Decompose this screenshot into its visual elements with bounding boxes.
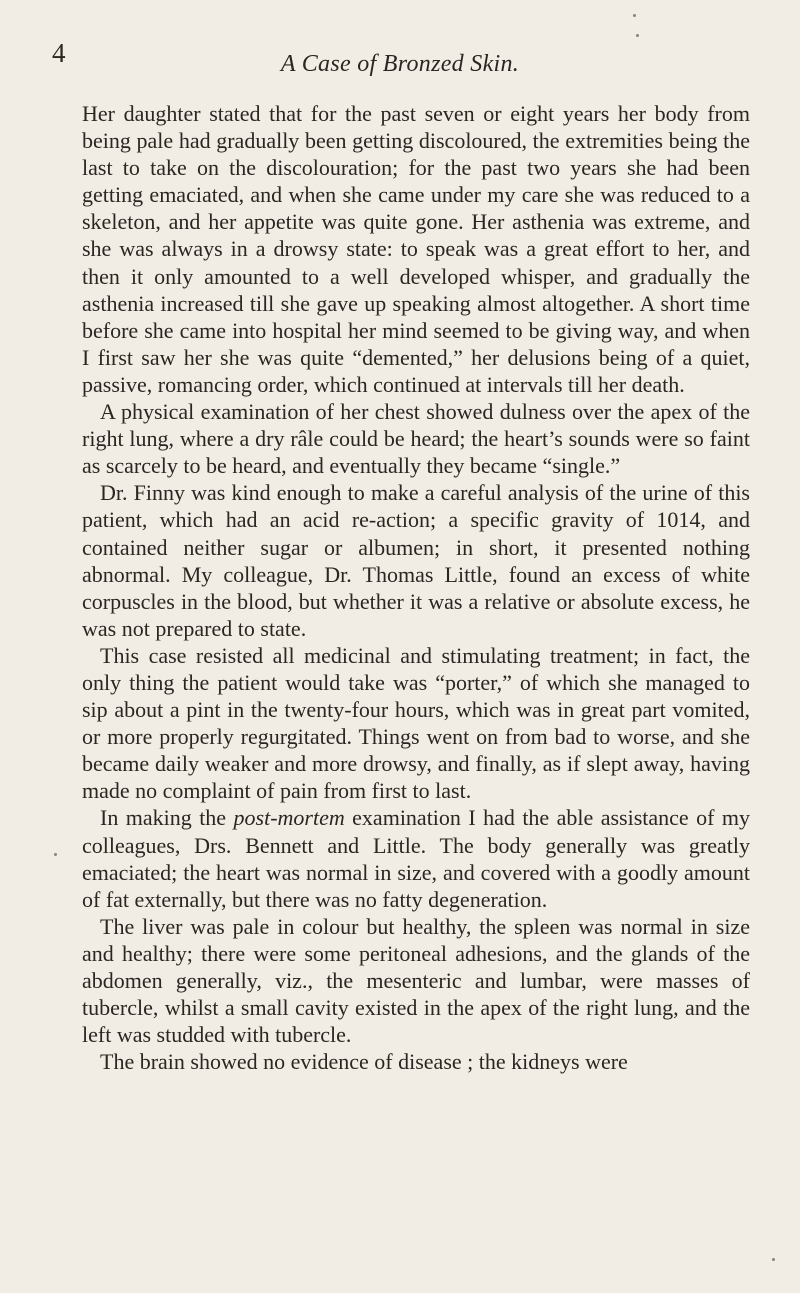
paragraph-post-mortem <box>82 804 750 912</box>
paper-speck <box>54 853 57 856</box>
paper-speck <box>636 34 639 37</box>
post-mortem-term: post-mortem <box>233 805 345 831</box>
paragraph-treatment: This case resisted all medicinal and stimulating treatment; in fact, the only thing the patient would take was “porter,” of which she managed to sip about a pint in the twenty-four hours, which was in great part vomited, or more properly regurgitated. Things went on from bad to worse, and she became daily weaker and more drowsy, and finally, as if slept away, having made no complaint of pain from first to last. <box>82 642 750 804</box>
post-mortem-findings: examination I had the able assistance of my colleagues, Drs. Bennett and Little. The body generally was greatly emaciated; the heart was normal in size, and covered with a goodly amount of fat externally, but there was no fatty degeneration. <box>82 805 750 912</box>
paper-speck <box>772 1258 775 1261</box>
body-text <box>82 100 750 1075</box>
running-title: A Case of Bronzed Skin. <box>280 51 520 77</box>
page-number: 4 <box>52 38 66 68</box>
paragraph-brain-kidneys: The brain showed no evidence of disease ; the kidneys were <box>100 1049 628 1075</box>
paragraph-daughter-account: Her daughter stated that for the past seven or eight years her body from being pale had gradually been getting discoloured, the extremities being the last to take on the discolouration; for the past two years she had been getting emaciated, and when she came under my care she was reduced to a skeleton, and her appetite was quite gone. Her asthenia was extreme, and she was always in a drowsy state: to speak was a great effort to her, and then it only amounted to a well developed whisper, and gradually the asthenia increased till she gave up speaking almost altogether. A short time before she came into hospital her mind seemed to be giving way, and when I first saw her she was quite “demented,” her delusions being of a quiet, passive, romancing order, which continued at intervals till her death. <box>82 101 750 397</box>
paper-speck <box>633 14 636 17</box>
post-mortem-intro: In making the <box>100 805 234 831</box>
paragraph-urine-analysis: Dr. Finny was kind enough to make a careful analysis of the urine of this patient, which had an acid re-action; a specific gravity of 1014, and contained neither sugar or albumen; in short, it presented nothing abnormal. My colleague, Dr. Thomas Little, found an excess of white corpuscles in the blood, but whether it was a relative or absolute excess, he was not prepared to state. <box>82 480 750 641</box>
paragraph-physical-examination: A physical examination of her chest showed dulness over the apex of the right lung, where a dry râle could be heard; the heart’s sounds were so faint as scarcely to be heard, and eventually they became “single.” <box>82 399 750 479</box>
paragraph-liver-spleen: The liver was pale in colour but healthy, the spleen was normal in size and healthy; there were some peritoneal adhesions, and the glands of the abdomen generally, viz., the mesenteric and lumbar, were masses of tubercle, whilst a small cavity existed in the apex of the right lung, and the left was studded with tubercle. <box>82 913 750 1048</box>
